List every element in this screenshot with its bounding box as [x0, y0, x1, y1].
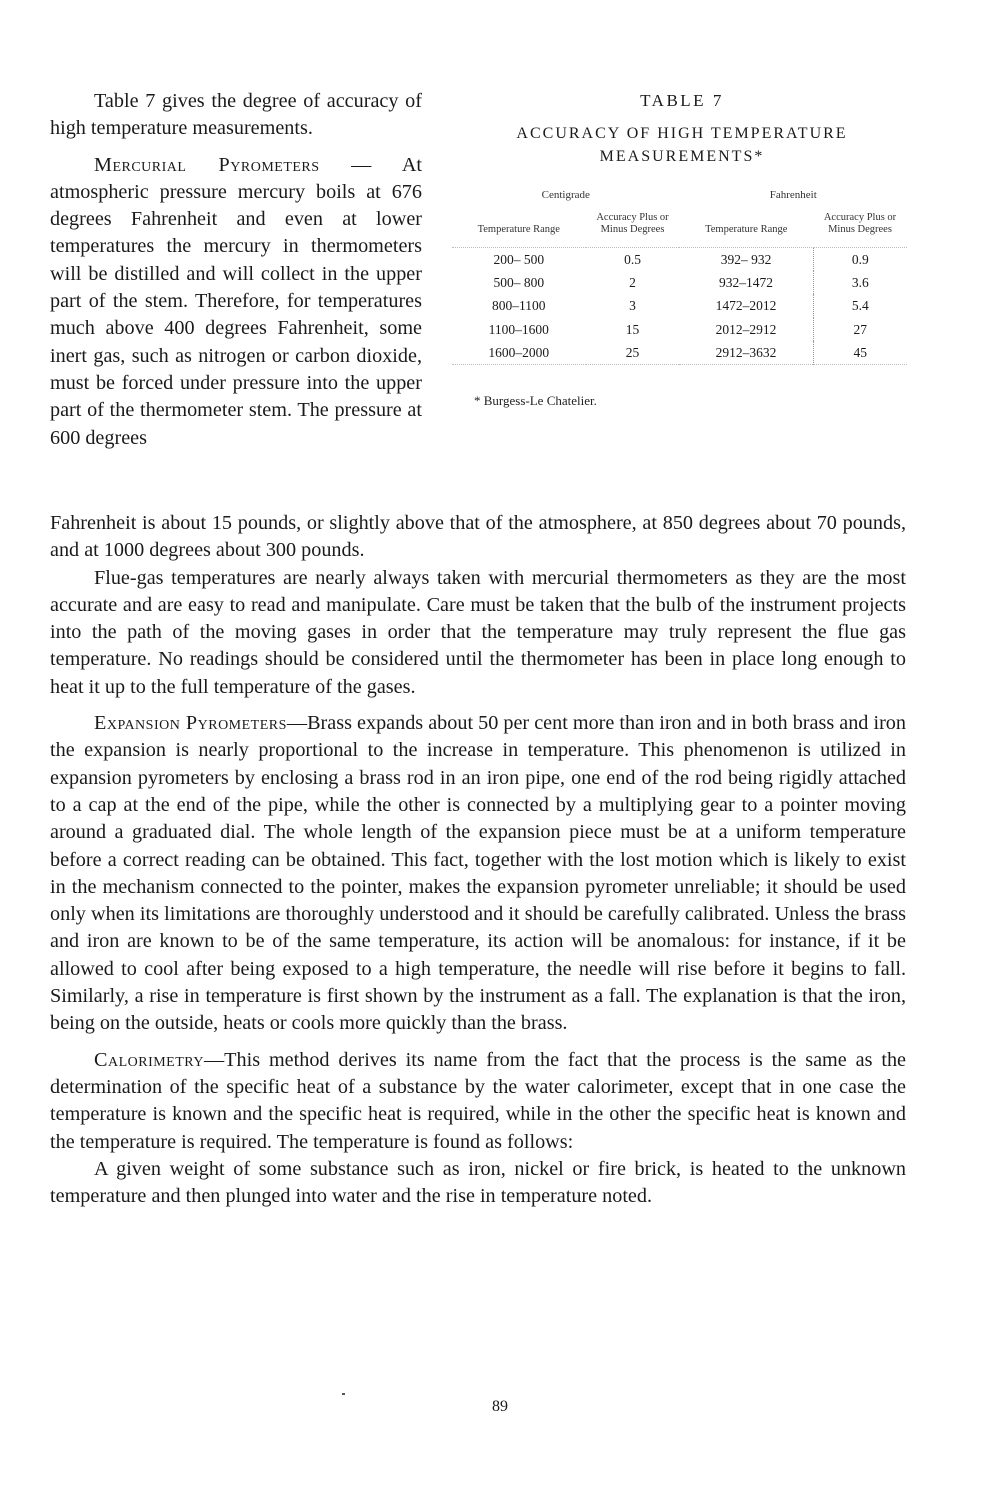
- table-row: [452, 248, 907, 272]
- c-acc-cell: 25: [625, 344, 640, 360]
- mercurial-text: — At atmospheric pressure mercury boils at 676 degrees Fahrenheit and even at lower temperatures the mercury in thermometers will be distilled and will collect in the upper part of the stem. Therefore, for temperatures much above 400 degrees Fahrenheit, some inert gas, such as nitrogen or carbon dioxide, must be forced under pressure into the upper part of the thermometer stem. The pressure at 600 degrees: [50, 153, 423, 449]
- table-subtitle: ACCURACY OF HIGH TEMPERATURE MEASUREMENTS*: [516, 125, 848, 165]
- f-acc-cell: 5.4: [813, 294, 907, 317]
- col-c-temp-range: Temperature Range: [452, 211, 586, 248]
- table-row: [452, 318, 907, 341]
- f-range-cell: 2012–2912: [715, 321, 777, 337]
- c-acc-cell: 2: [629, 275, 636, 291]
- f-acc-cell: 45: [813, 341, 907, 365]
- calorimetry-method-paragraph: A given weight of some substance such as iron, nickel or fire brick, is heated to the unknown temperature and then plunged into water and the rise in temperature noted.: [50, 1157, 906, 1208]
- table-title: TABLE 7: [640, 91, 724, 110]
- calorimetry-text: —This method derives its name from the fact that the process is the same as the determination of the specific heat of a substance by the water calorimeter, except that in one case the temperature is known and the specific heat is required, while in the other the specific heat is known and the temperature is required. The temperature is found as follows:: [50, 1048, 906, 1153]
- col-f-accuracy: Accuracy Plus or Minus Degrees: [813, 211, 907, 248]
- mercurial-paragraph: [50, 152, 422, 452]
- c-range-cell: 500– 800: [493, 275, 545, 291]
- table-footnote: * Burgess-Le Chatelier.: [474, 392, 597, 408]
- f-acc-cell: 3.6: [813, 271, 907, 294]
- c-acc-cell: 15: [625, 321, 640, 337]
- c-acc-cell: 3: [629, 298, 636, 314]
- col-f-temp-range: Temperature Range: [679, 211, 813, 248]
- mercurial-heading: Mercurial Pyrometers: [94, 153, 320, 176]
- mercurial-continuation: Fahrenheit is about 15 pounds, or slightly above that of the atmosphere, at 850 degrees about 70 pounds, and at 1000 degrees about 300 pounds.: [50, 512, 906, 562]
- expansion-text: —Brass expands about 50 per cent more than iron and in both brass and iron the expansion is nearly proportional to the increase in temperature. This phenomenon is utilized in expansion pyrometers by enclosing a brass rod in an iron pipe, one end of the rod being rigidly attached to a cap at the end of the pipe, while the other is connected by a multiplying gear to a pointer moving around a graduated dial. The whole length of the expansion piece must be at a uniform temperature before a correct reading can be obtained. This fact, together with the lost motion which is likely to exist in the mechanism connected to the pointer, makes the expansion pyrometer unreliable; it should be used only when its limitations are thoroughly understood and it should be carefully calibrated. Unless the brass and iron are known to be of the same temperature, its action will be anomalous: for instance, if it be allowed to cool after being exposed to a high temperature, the needle will rise before it begins to fall. Similarly, a rise in temperature is first shown by the instrument as a fall. The explanation is that the iron, being on the outside, heats or cools more quickly than the brass.: [50, 712, 906, 1035]
- c-acc-cell: 0.5: [624, 252, 641, 267]
- print-mark: [342, 1393, 345, 1395]
- c-range-cell: 200– 500: [493, 252, 545, 267]
- table-column-header: [452, 211, 907, 248]
- f-acc-cell: 0.9: [813, 248, 907, 272]
- col-c-accuracy: Accuracy Plus or Minus Degrees: [586, 211, 680, 248]
- table-bottom-rule: [452, 364, 907, 382]
- table-row: [452, 271, 907, 294]
- intro-paragraph: Table 7 gives the degree of accuracy of high temperature measurements.: [50, 90, 422, 140]
- c-range-cell: 800–1100: [492, 298, 546, 314]
- page-number: 89: [492, 1398, 508, 1415]
- f-acc-cell: 27: [813, 318, 907, 341]
- f-range-cell: 2912–3632: [715, 344, 777, 360]
- table-row: [452, 294, 907, 317]
- c-range-cell: 1600–2000: [488, 344, 550, 360]
- group-centigrade: Centigrade: [541, 189, 590, 201]
- main-text: [50, 510, 906, 1210]
- left-column: [50, 88, 422, 452]
- c-range-cell: 1100–1600: [488, 321, 549, 337]
- group-fahrenheit: Fahrenheit: [769, 189, 817, 201]
- calorimetry-heading: Calorimetry: [94, 1048, 204, 1071]
- f-range-cell: 1472–2012: [715, 298, 777, 314]
- calorimetry-paragraph: [50, 1047, 906, 1156]
- table-row: [452, 341, 907, 365]
- expansion-paragraph: [50, 710, 906, 1038]
- f-range-cell: 932–1472: [719, 275, 773, 291]
- f-range-cell: 392– 932: [720, 252, 772, 267]
- table-7: [452, 88, 912, 409]
- flue-gas-paragraph: Flue-gas temperatures are nearly always taken with mercurial thermometers as they are the most accurate and are easy to read and manipulate. Care must be taken that the bulb of the instrument projects into the path of the moving gases in order that the temperature may truly represent the flue gas temperature. No readings should be considered until the thermometer has been in place long enough to heat it up to the full temperature of the gases.: [50, 566, 906, 698]
- table-group-header: [452, 188, 907, 211]
- accuracy-table: [452, 188, 907, 383]
- expansion-heading: Expansion Pyrometers: [94, 712, 287, 735]
